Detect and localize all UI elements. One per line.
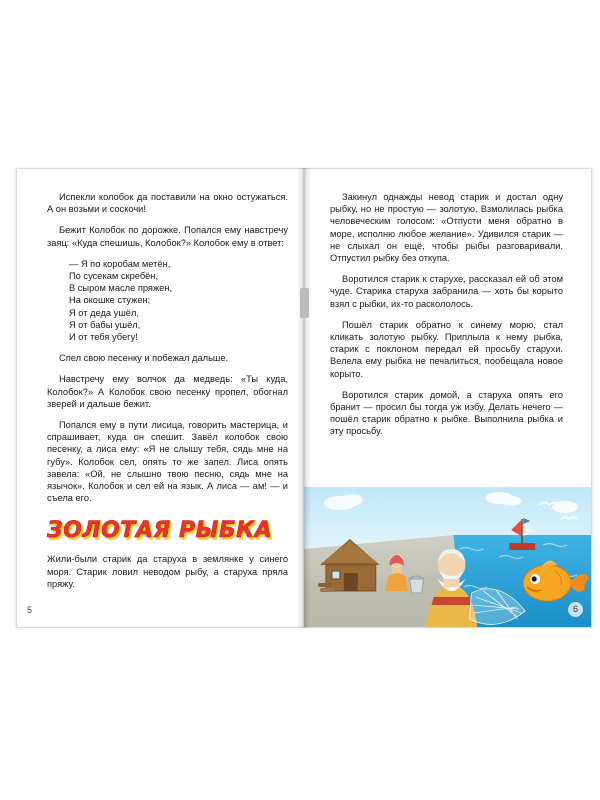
- paragraph: Попался ему в пути лисица, говорить мастерица, и спрашивает, куда он спешит. Завёл колобок свою песенку, а лиса ему: «Я не слышу тебя, сядь мне на губу». Колобок сел, опять то же запел. Лиса опять завела: «Ой, не слышно твою песню, сядь мне на язычок». Колобок и сел ей на язык. А лиса — ам! — и съела его.: [47, 420, 288, 504]
- paragraph: Воротился старик домой, а старуха опять его бранит — просил бы тогда уж избу. Делать нечего — пошёл старик обратно к рыбке. Выполнила рыбка и эту просьбу.: [330, 389, 563, 437]
- old-man-and-goldfish-illustration: [304, 487, 591, 627]
- illustration-svg: [304, 487, 591, 627]
- verse-line: В сыром масле пряжен,: [69, 283, 173, 294]
- page-number-right: 6: [568, 602, 583, 617]
- paragraph: Закинул однажды невод старик и достал одну рыбку, но не простую — золотую. Взмолилась рыбка человеческим голосом: «Отпусти меня обратно в море, исполню любое желание». Удивился старик — не слыхал он ещё, чтобы рыбы разговаривали. Отпустил рыбку без откупа.: [330, 192, 563, 264]
- story-intro-paragraph: Жили-были старик да старуха в землянке у синего моря. Старик ловил неводом рыбу, а старуха пряла пряжу.: [47, 554, 288, 589]
- story-title-banner: [47, 517, 288, 544]
- left-page-content: [47, 169, 288, 627]
- page-number-left: 5: [27, 605, 33, 615]
- story-title: ЗОЛОТАЯ РЫБКА: [47, 518, 273, 544]
- paragraph: Воротился старик к старухе, рассказал ей об этом чуде. Старика старуха забранила — хоть бы корыто взял с рыбки, их-то раскололось.: [330, 274, 563, 309]
- kolobok-verse: [47, 258, 288, 343]
- paragraph: Испекли колобок да поставили на окно остужаться. А он возьми и соскочи!: [47, 192, 288, 215]
- verse-line: По сусекам скребён,: [69, 271, 159, 282]
- book-page-right: [304, 168, 592, 628]
- paragraph: Бежит Колобок по дорожке. Попался ему навстречу заяц: «Куда спешишь, Колобок?» Колобок ему в ответ:: [47, 225, 288, 248]
- verse-line: На окошке стужен;: [69, 295, 151, 306]
- paragraph: Навстречу ему волчок да медведь: «Ты куда, Колобок?» А Колобок свою песенку пропел, обогнал зверей и дальше бежит.: [47, 374, 288, 409]
- verse-line: Я от деда ушёл,: [69, 307, 139, 318]
- bucket-icon: [410, 576, 424, 593]
- verse-line: Я от бабы ушёл,: [69, 319, 141, 330]
- paragraph: Пошёл старик обратно к синему морю, стал кликать золотую рыбку. Приплыла к нему рыбка, старик с поклоном передал ей просьбу старухи. Велела ему рыбка не печалиться, пообещала новое корыто.: [330, 319, 563, 379]
- book-binding-clip: [300, 288, 309, 318]
- verse-line: И от тебя убегу!: [69, 332, 138, 343]
- verse-line: — Я по коробам метён,: [69, 258, 171, 269]
- book-page-left: [16, 168, 304, 628]
- open-book: [8, 168, 592, 628]
- paragraph: Спел свою песенку и побежал дальше.: [59, 353, 229, 364]
